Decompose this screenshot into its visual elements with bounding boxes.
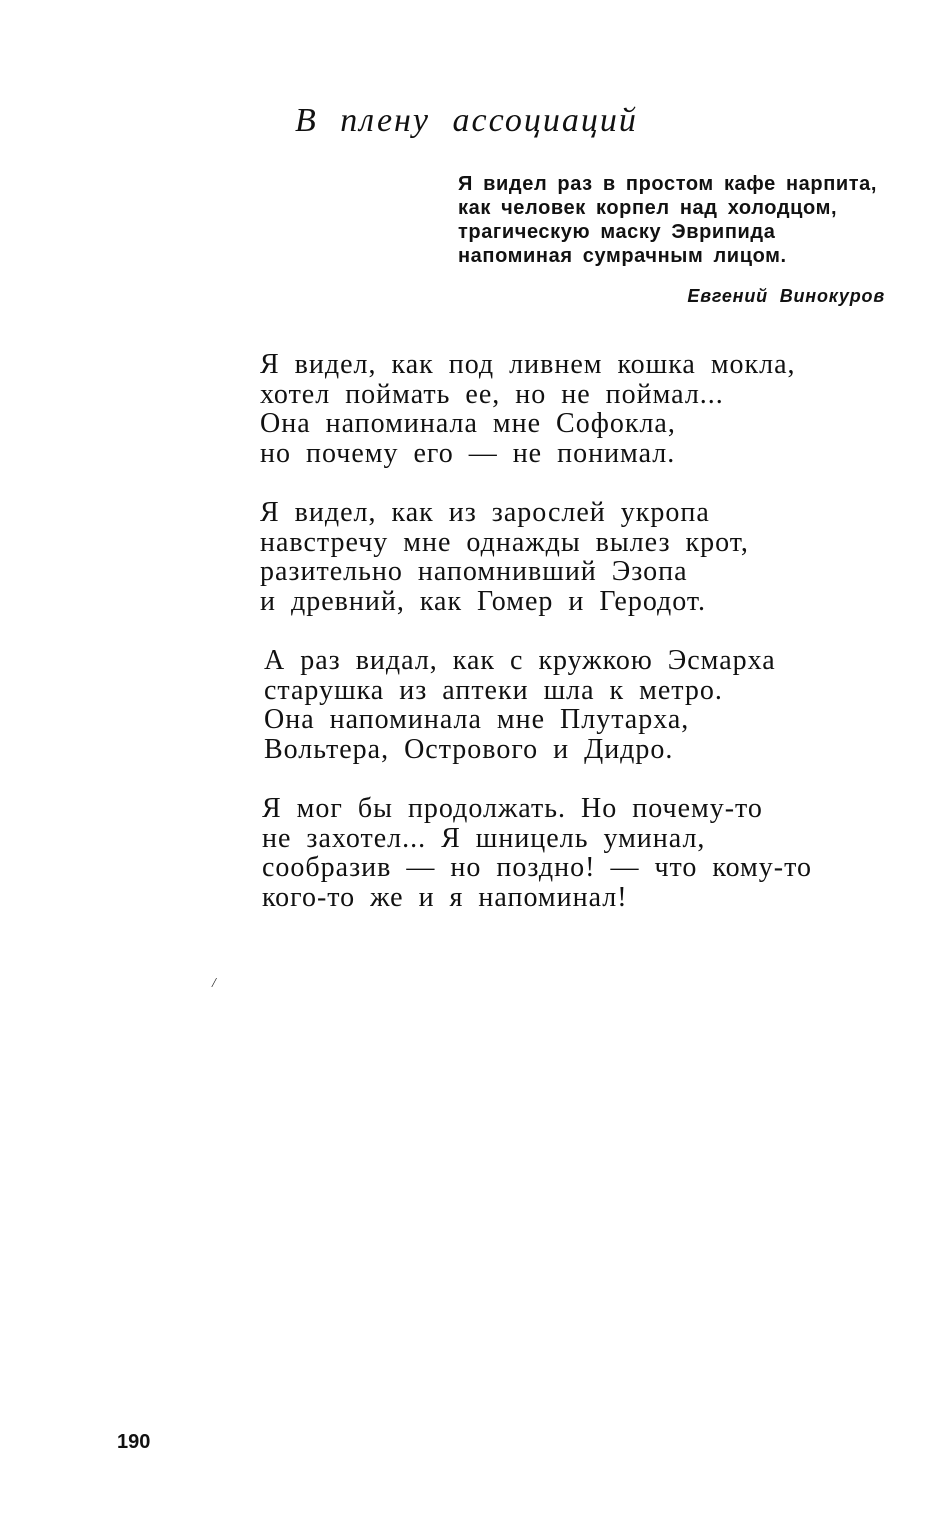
verse-line: разительно напомнивший Эзопа [260,556,688,587]
epigraph [458,172,898,268]
verse-line: старушка из аптеки шла к метро. [264,674,723,706]
epigraph-author: Евгений Винокуров [687,286,885,306]
verse-line: и древний, как Гомер и Геродот. [260,585,707,617]
verse-line: А раз видал, как с кружкою Эсмарха [264,645,776,676]
stray-mark: / [212,976,216,991]
verse-line: но почему его — не понимал. [260,437,676,469]
epigraph-line: трагическую маску Эврипида [458,221,776,243]
verse-line: Она напоминала мне Софокла, [260,408,676,439]
stanza [264,646,880,764]
verse-line: не захотел... Я шницель уминал, [262,822,706,854]
poem-title: В плену ассоциаций [295,102,638,139]
verse-line: Я видел, как из зарослей укропа [260,497,710,528]
stanza [260,350,880,468]
poem-body [260,350,880,942]
epigraph-line: Я видел раз в простом кафе нарпита, [458,173,878,195]
verse-line: кого-то же и я напоминал! [262,881,628,913]
verse-line: Я мог бы продолжать. Но почему-то [262,793,763,824]
epigraph-line: напоминая сумрачным лицом. [458,245,787,267]
verse-line: хотел поймать ее, но не поймал... [260,378,724,410]
stanza [262,794,880,912]
verse-line: Она напоминала мне Плутарха, [264,704,690,735]
page-number: 190 [117,1431,151,1453]
verse-line: навстречу мне однажды вылез крот, [260,526,749,558]
verse-line: сообразив — но поздно! — что кому-то [262,852,812,883]
verse-line: Я видел, как под ливнем кошка мокла, [260,349,796,380]
verse-line: Вольтера, Острового и Дидро. [264,733,674,765]
epigraph-line: как человек корпел над холодцом, [458,197,838,219]
stanza [260,498,880,616]
